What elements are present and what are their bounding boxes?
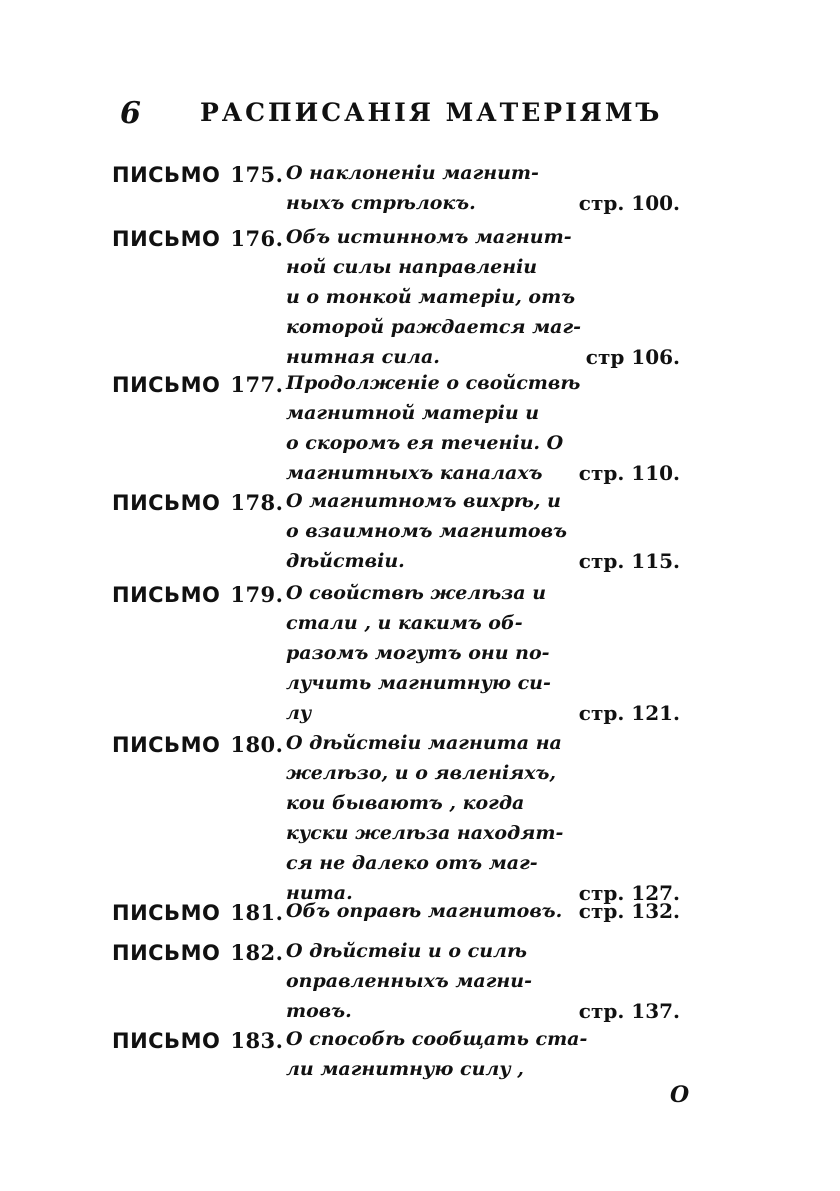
catchword: О bbox=[670, 1082, 690, 1108]
letter-label bbox=[112, 582, 283, 607]
page-reference: стр. 132. bbox=[578, 899, 680, 923]
letter-number: 177. bbox=[230, 372, 284, 397]
description-line: лу bbox=[286, 702, 312, 724]
letter-number: 178. bbox=[230, 490, 284, 515]
letter-label bbox=[112, 226, 283, 251]
description-line: куски желѣза находят- bbox=[286, 822, 564, 844]
description-line: стали , и какимъ об- bbox=[286, 612, 523, 634]
letter-number: 182. bbox=[230, 940, 284, 965]
letter-word: ПИСЬМО bbox=[112, 941, 221, 965]
letter-word: ПИСЬМО bbox=[112, 1029, 221, 1053]
letter-label bbox=[112, 900, 283, 925]
letter-number: 180. bbox=[230, 732, 284, 757]
description-line: Объ истинномъ магнит- bbox=[286, 226, 572, 248]
description-line: нита. bbox=[286, 882, 353, 904]
description-line: О способѣ сообщать ста- bbox=[286, 1028, 588, 1050]
letter-label bbox=[112, 490, 283, 515]
description-line: кои бываютъ , когда bbox=[286, 792, 525, 814]
description-line: О наклоненіи магнит- bbox=[286, 162, 539, 184]
page-reference: стр. 121. bbox=[578, 701, 680, 725]
description-line: товъ. bbox=[286, 1000, 352, 1022]
description-line: О свойствѣ желѣза и bbox=[286, 582, 547, 604]
description-line: Объ оправѣ магнитовъ. bbox=[286, 900, 563, 922]
letter-word: ПИСЬМО bbox=[112, 491, 221, 515]
description-line: О дѣйствіи и о силѣ bbox=[286, 940, 527, 962]
page-number: 6 bbox=[120, 96, 141, 131]
letter-number: 181. bbox=[230, 900, 284, 925]
description-line: магнитной матеріи и bbox=[286, 402, 540, 424]
description-line: о скоромъ ея теченіи. О bbox=[286, 432, 564, 454]
page-reference: стр. 137. bbox=[578, 999, 680, 1023]
letter-word: ПИСЬМО bbox=[112, 227, 221, 251]
page-reference: стр. 115. bbox=[578, 549, 680, 573]
description-line: и о тонкой матеріи, отъ bbox=[286, 286, 576, 308]
description-line: ся не далеко отъ маг- bbox=[286, 852, 538, 874]
page-reference: стр. 100. bbox=[578, 191, 680, 215]
letter-number: 176. bbox=[230, 226, 284, 251]
letter-number: 175. bbox=[230, 162, 284, 187]
description-line: желѣзо, и о явленіяхъ, bbox=[286, 762, 557, 784]
description-line: ной силы направленіи bbox=[286, 256, 538, 278]
description-line: разомъ могутъ они по- bbox=[286, 642, 550, 664]
description-line: Продолженіе о свойствѣ bbox=[286, 372, 581, 394]
letter-number: 179. bbox=[230, 582, 284, 607]
description-line: дѣйствіи. bbox=[286, 550, 405, 572]
description-line: О дѣйствіи магнита на bbox=[286, 732, 562, 754]
letter-word: ПИСЬМО bbox=[112, 583, 221, 607]
letter-label bbox=[112, 940, 283, 965]
letter-label bbox=[112, 1028, 283, 1053]
description-line: лучить магнитную си- bbox=[286, 672, 551, 694]
letter-word: ПИСЬМО bbox=[112, 901, 221, 925]
description-line: О магнитномъ вихрѣ, и bbox=[286, 490, 561, 512]
page-reference: стр. 127. bbox=[578, 881, 680, 905]
description-line: ли магнитную силу , bbox=[286, 1058, 524, 1080]
description-line: о взаимномъ магнитовъ bbox=[286, 520, 567, 542]
letter-label bbox=[112, 372, 283, 397]
description-line: магнитныхъ каналахъ bbox=[286, 462, 543, 484]
description-line: оправленныхъ магни- bbox=[286, 970, 532, 992]
letter-label bbox=[112, 162, 283, 187]
description-line: ныхъ стрѣлокъ. bbox=[286, 192, 476, 214]
description-line: которой раждается маг- bbox=[286, 316, 582, 338]
letter-word: ПИСЬМО bbox=[112, 373, 221, 397]
running-title: РАСПИСАНІЯ МАТЕРІЯМЪ bbox=[200, 98, 663, 127]
description-line: нитная сила. bbox=[286, 346, 440, 368]
letter-number: 183. bbox=[230, 1028, 284, 1053]
letter-word: ПИСЬМО bbox=[112, 733, 221, 757]
page-reference: стр 106. bbox=[585, 345, 680, 369]
letter-label bbox=[112, 732, 283, 757]
page-reference: стр. 110. bbox=[578, 461, 680, 485]
letter-word: ПИСЬМО bbox=[112, 163, 221, 187]
